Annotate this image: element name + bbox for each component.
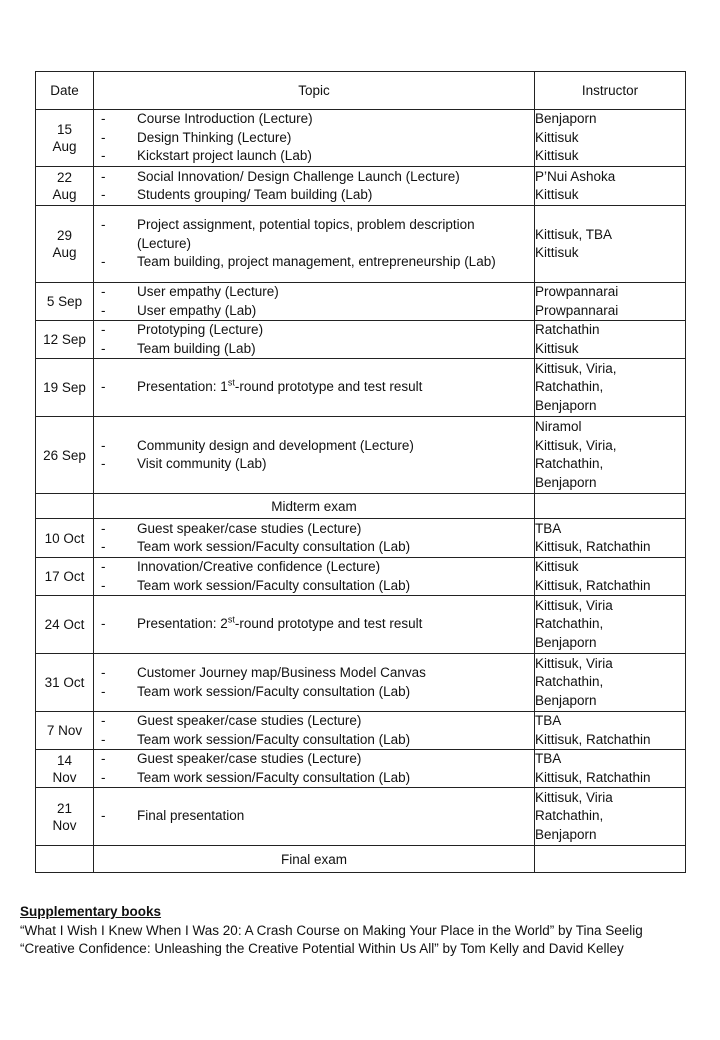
- exam-row: [36, 494, 686, 519]
- instructor-name: Kittisuk: [535, 245, 579, 260]
- date-text: 10 Oct: [44, 530, 85, 546]
- date-cell: [36, 206, 94, 283]
- topic-item: - Students grouping/ Team building (Lab): [94, 186, 534, 205]
- instructor-name: Ratchathin,: [535, 379, 604, 395]
- date-text: 17 Oct: [44, 569, 85, 584]
- topic-cell: [94, 519, 535, 558]
- exam-date-cell: [36, 846, 94, 873]
- topic-cell: [94, 750, 535, 788]
- book-item: “Creative Confidence: Unleashing the Creative Potential Within Us All” by Tom Kelly and David Kelley: [20, 941, 624, 956]
- topic-item: - Project assignment, potential topics, problem description (Lecture): [94, 216, 534, 253]
- instructor-name: Kittisuk, Viria: [535, 789, 613, 805]
- instructor-cell: [535, 654, 686, 712]
- instructor-name: Kittisuk: [535, 187, 579, 202]
- supplementary-books: [20, 903, 710, 959]
- topic-cell: [94, 110, 535, 167]
- topic-item: [94, 378, 534, 397]
- topic-item: - Team work session/Faculty consultation (Lab): [94, 731, 534, 750]
- date-text: 12 Sep: [43, 332, 86, 347]
- date-cell: [36, 167, 94, 206]
- ordinal-suffix: st: [227, 377, 235, 388]
- instructor-name: Kittisuk, Ratchathin: [535, 577, 651, 593]
- schedule-row: [36, 596, 686, 654]
- instructor-cell: [535, 596, 686, 654]
- date-cell: [36, 417, 94, 494]
- presentation-text: Presentation: 1: [137, 379, 228, 395]
- topic-cell: [94, 167, 535, 206]
- topic-cell: [94, 558, 535, 596]
- schedule-row: [36, 359, 686, 417]
- schedule-row: [36, 712, 686, 750]
- header-topic: Topic: [94, 72, 535, 110]
- instructor-name: Kittisuk, Ratchathin: [535, 539, 651, 554]
- header-date: Date: [36, 72, 94, 110]
- schedule-row: [36, 110, 686, 167]
- topic-cell: [94, 788, 535, 846]
- date-text: Nov: [52, 817, 77, 833]
- instructor-cell: [535, 283, 686, 321]
- topic-cell: [94, 321, 535, 359]
- instructor-name: TBA: [535, 713, 562, 728]
- instructor-name: Kittisuk, TBA: [535, 226, 613, 242]
- instructor-cell: [535, 321, 686, 359]
- date-text: 29: [56, 228, 73, 243]
- instructor-name: Ratchathin: [535, 322, 600, 337]
- instructor-cell: [535, 417, 686, 494]
- books-heading: Supplementary books: [20, 904, 162, 919]
- instructor-name: Kittisuk, Ratchathin: [535, 731, 651, 747]
- topic-cell: [94, 359, 535, 417]
- instructor-name: Ratchathin,: [535, 616, 604, 632]
- instructor-cell: [535, 206, 686, 283]
- instructor-name: Benjaporn: [535, 826, 597, 842]
- instructor-name: TBA: [535, 751, 562, 766]
- schedule-row: [36, 167, 686, 206]
- instructor-name: Kittisuk: [535, 340, 579, 356]
- topic-item: - Guest speaker/case studies (Lecture): [94, 712, 534, 731]
- instructor-name: Kittisuk: [535, 559, 579, 574]
- topic-list: [94, 378, 534, 397]
- date-cell: [36, 110, 94, 167]
- date-text: Aug: [52, 245, 77, 260]
- topic-item: - Guest speaker/case studies (Lecture): [94, 520, 534, 539]
- date-text: 22: [56, 170, 73, 185]
- schedule-row: [36, 417, 686, 494]
- instructor-name: Benjaporn: [535, 111, 597, 127]
- instructor-name: Kittisuk, Ratchathin: [535, 769, 651, 785]
- instructor-name: Kittisuk, Viria: [535, 597, 613, 613]
- instructor-name: Kittisuk, Viria,: [535, 360, 617, 376]
- instructor-name: Benjaporn: [535, 692, 597, 708]
- topic-list: [94, 750, 534, 787]
- date-cell: [36, 788, 94, 846]
- date-cell: [36, 750, 94, 788]
- date-cell: [36, 359, 94, 417]
- date-text: Aug: [52, 139, 77, 154]
- topic-cell: [94, 283, 535, 321]
- topic-cell: [94, 417, 535, 494]
- topic-item: - Team building, project management, entrepreneurship (Lab): [94, 253, 534, 272]
- instructor-name: Kittisuk: [535, 148, 579, 164]
- topic-item: - Visit community (Lab): [94, 455, 534, 474]
- exam-label: Final exam: [94, 846, 535, 873]
- presentation-text-rest: -round prototype and test result: [234, 379, 423, 395]
- instructor-name: Benjaporn: [535, 474, 597, 490]
- instructor-name: Ratchathin,: [535, 456, 604, 471]
- topic-item: - Innovation/Creative confidence (Lecture): [94, 558, 534, 577]
- date-text: 24 Oct: [44, 617, 85, 632]
- schedule-row: [36, 750, 686, 788]
- exam-instructor-cell: [535, 494, 686, 519]
- schedule-row: [36, 558, 686, 596]
- topic-list: [94, 110, 534, 166]
- topic-cell: [94, 712, 535, 750]
- topic-cell: [94, 206, 535, 283]
- exam-instructor-cell: [535, 846, 686, 873]
- schedule-table: [35, 71, 686, 873]
- instructor-name: Benjaporn: [535, 397, 597, 413]
- instructor-cell: [535, 788, 686, 846]
- instructor-name: Ratchathin,: [535, 674, 604, 690]
- topic-list: [94, 437, 534, 474]
- topic-item: - Prototyping (Lecture): [94, 321, 534, 340]
- date-cell: [36, 654, 94, 712]
- topic-item: [94, 615, 534, 634]
- topic-list: [94, 807, 534, 826]
- topic-list: [94, 520, 534, 557]
- date-text: 26 Sep: [43, 447, 86, 463]
- book-item: “What I Wish I Knew When I Was 20: A Crash Course on Making Your Place in the World” by Tina Seelig: [20, 922, 643, 938]
- instructor-name: TBA: [535, 520, 562, 536]
- instructor-name: Kittisuk, Viria,: [535, 437, 617, 453]
- instructor-name: Kittisuk, Viria: [535, 655, 613, 671]
- exam-label: Midterm exam: [94, 494, 535, 519]
- presentation-text-rest: -round prototype and test result: [234, 616, 423, 632]
- instructor-name: Benjaporn: [535, 634, 597, 650]
- date-cell: [36, 283, 94, 321]
- topic-item: - Team work session/Faculty consultation (Lab): [94, 577, 534, 596]
- date-text: 5 Sep: [46, 294, 83, 309]
- presentation-text: Presentation: 2: [137, 616, 228, 632]
- instructor-cell: [535, 712, 686, 750]
- instructor-cell: [535, 110, 686, 167]
- instructor-name: Kittisuk: [535, 129, 579, 145]
- date-text: Nov: [52, 769, 77, 785]
- date-cell: [36, 712, 94, 750]
- topic-item: - Team work session/Faculty consultation (Lab): [94, 538, 534, 557]
- date-cell: [36, 596, 94, 654]
- instructor-name: Niramol: [535, 419, 582, 434]
- exam-date-cell: [36, 494, 94, 519]
- header-instructor: Instructor: [535, 72, 686, 110]
- instructor-cell: [535, 359, 686, 417]
- date-text: 14: [56, 752, 73, 768]
- date-text: 31 Oct: [44, 675, 85, 690]
- topic-list: [94, 216, 534, 272]
- topic-item: - Final presentation: [94, 807, 534, 826]
- date-text: Aug: [52, 187, 77, 202]
- instructor-name: P’Nui Ashoka: [535, 168, 616, 184]
- topic-item: - Kickstart project launch (Lab): [94, 147, 534, 166]
- topic-item: - Customer Journey map/Business Model Canvas: [94, 664, 534, 683]
- topic-list: [94, 168, 534, 205]
- topic-cell: [94, 654, 535, 712]
- topic-list: [94, 664, 534, 701]
- schedule-row: [36, 519, 686, 558]
- schedule-row: [36, 654, 686, 712]
- header-row: [36, 72, 686, 110]
- schedule-body: [36, 110, 686, 873]
- topic-list: [94, 558, 534, 595]
- exam-row: [36, 846, 686, 873]
- date-text: 19 Sep: [43, 380, 86, 395]
- instructor-cell: [535, 167, 686, 206]
- schedule-row: [36, 788, 686, 846]
- instructor-cell: [535, 750, 686, 788]
- instructor-cell: [535, 519, 686, 558]
- topic-item: - Social Innovation/ Design Challenge Launch (Lecture): [94, 168, 534, 187]
- schedule-row: [36, 206, 686, 283]
- date-cell: [36, 321, 94, 359]
- topic-item: - User empathy (Lecture): [94, 283, 534, 302]
- date-text: 21: [56, 800, 73, 816]
- instructor-cell: [535, 558, 686, 596]
- topic-cell: [94, 596, 535, 654]
- date-cell: [36, 558, 94, 596]
- instructor-name: Prowpannarai: [535, 302, 619, 318]
- topic-item: - Design Thinking (Lecture): [94, 129, 534, 148]
- schedule-row: [36, 321, 686, 359]
- topic-list: [94, 283, 534, 320]
- topic-list: [94, 321, 534, 358]
- instructor-name: Prowpannarai: [535, 284, 619, 299]
- ordinal-suffix: st: [227, 614, 235, 625]
- topic-list: [94, 615, 534, 634]
- topic-item: - Team building (Lab): [94, 340, 534, 359]
- date-text: 7 Nov: [46, 723, 83, 738]
- topic-item: - User empathy (Lab): [94, 302, 534, 321]
- topic-item: - Team work session/Faculty consultation (Lab): [94, 683, 534, 702]
- topic-item: - Team work session/Faculty consultation (Lab): [94, 769, 534, 788]
- topic-list: [94, 712, 534, 749]
- topic-item: - Community design and development (Lecture): [94, 437, 534, 456]
- topic-item: - Guest speaker/case studies (Lecture): [94, 750, 534, 769]
- instructor-name: Ratchathin,: [535, 808, 604, 824]
- topic-item: - Course Introduction (Lecture): [94, 110, 534, 129]
- date-cell: [36, 519, 94, 558]
- schedule-row: [36, 283, 686, 321]
- date-text: 15: [56, 122, 73, 137]
